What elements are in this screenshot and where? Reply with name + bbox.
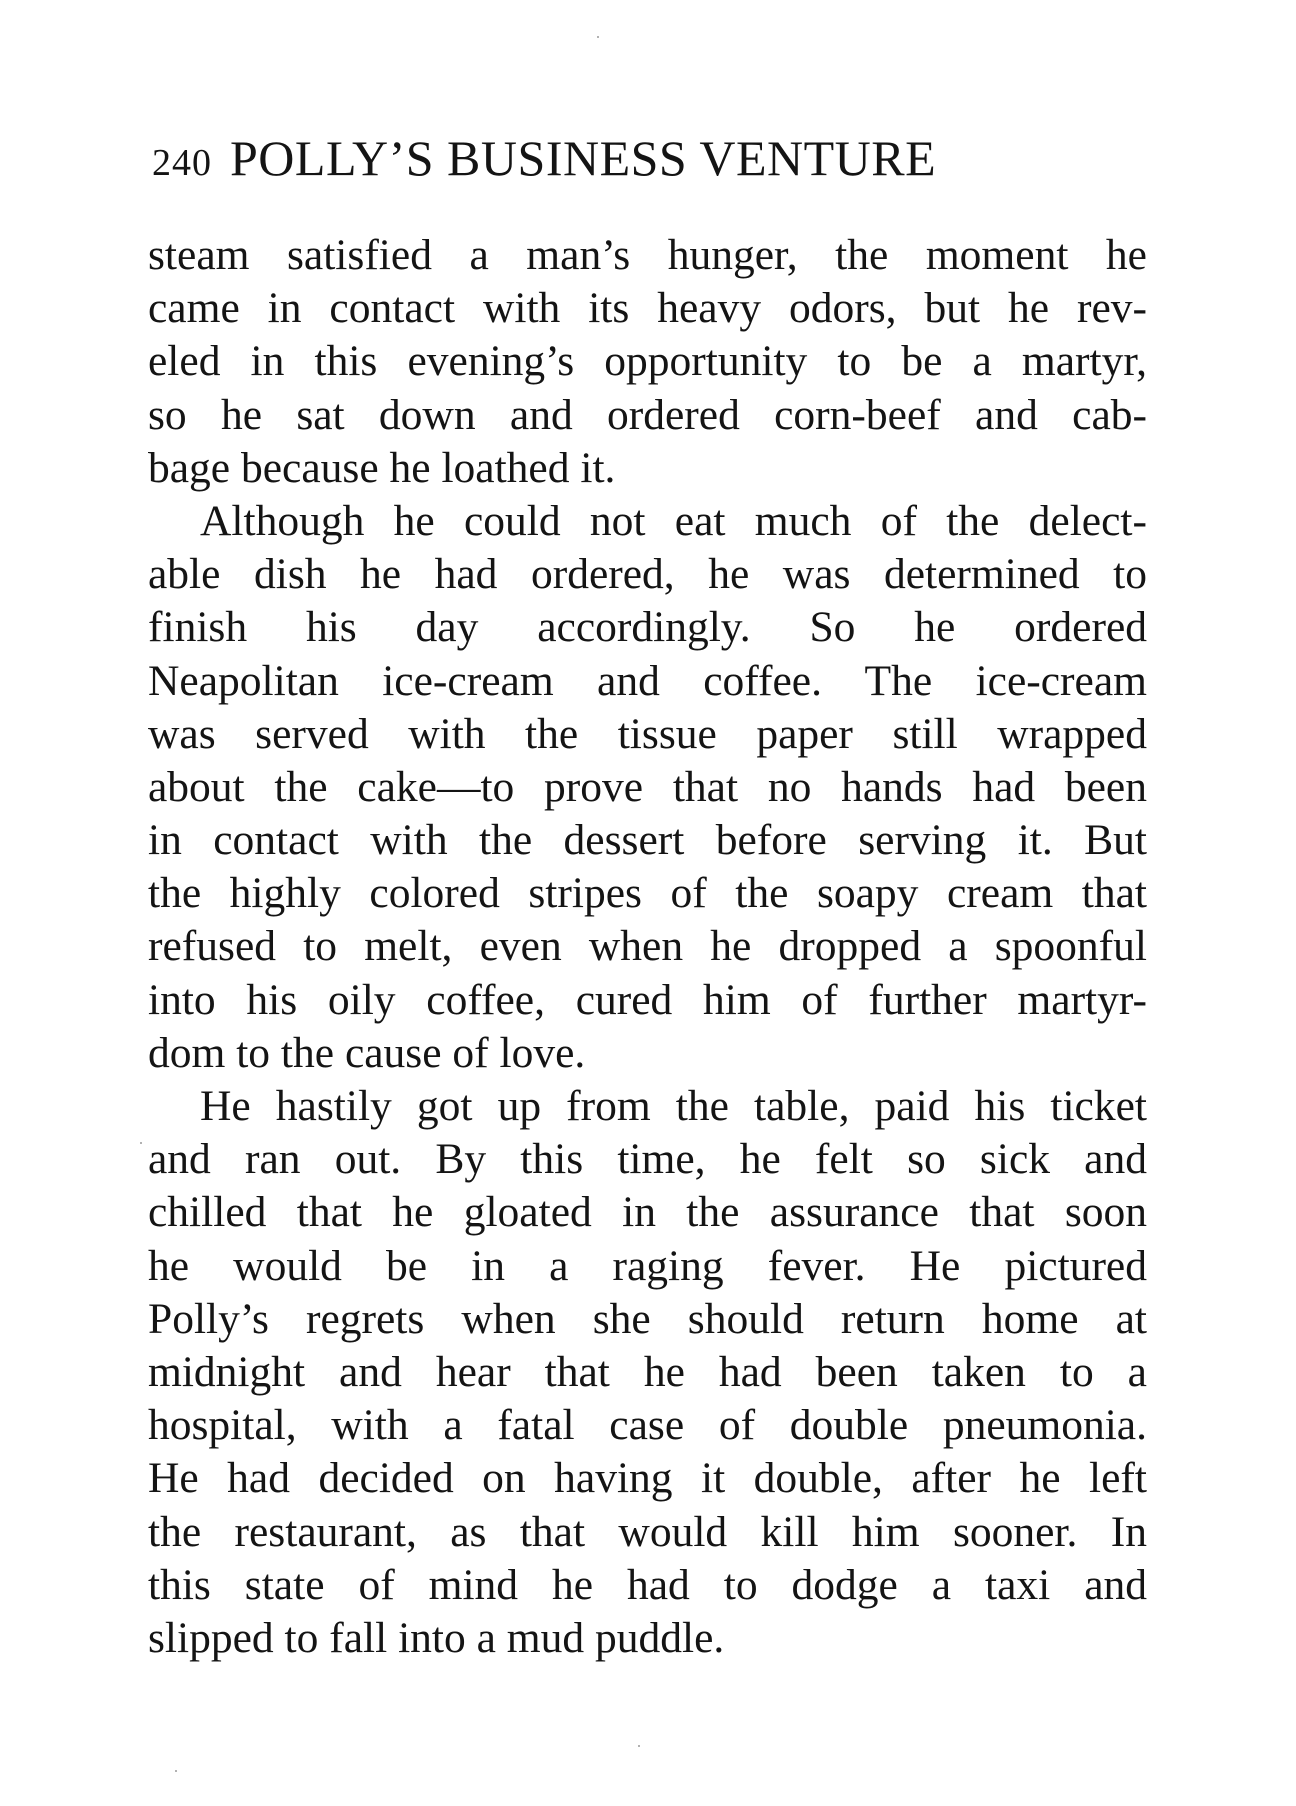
body-text	[148, 229, 1147, 1665]
text-line: bage because he loathed it.	[148, 443, 616, 492]
scan-speck	[140, 1142, 142, 1144]
text-line: Neapolitan ice-cream and coffee. The ice-cream	[148, 656, 1147, 705]
paragraph-1	[148, 229, 1147, 495]
text-line: He had decided on having it double, after he left	[148, 1454, 1147, 1503]
text-line: he would be in a raging fever. He pictured	[148, 1241, 1147, 1290]
text-line: came in contact with its heavy odors, but he rev-	[148, 284, 1147, 333]
text-line: into his oily coffee, cured him of further martyr-	[148, 975, 1147, 1024]
scan-speck	[638, 1745, 640, 1747]
text-line: chilled that he gloated in the assurance that soon	[148, 1188, 1147, 1237]
text-line: midnight and hear that he had been taken to a	[148, 1347, 1147, 1396]
text-line: Polly’s regrets when she should return home at	[148, 1294, 1147, 1343]
text-line: and ran out. By this time, he felt so sick and	[148, 1135, 1147, 1184]
text-line: in contact with the dessert before serving it. But	[148, 816, 1147, 865]
paragraph-3	[148, 1080, 1147, 1665]
scan-speck	[175, 1770, 177, 1772]
text-line: Although he could not eat much of the delect-	[200, 496, 1147, 545]
text-line: finish his day accordingly. So he ordered	[148, 603, 1147, 652]
scan-speck	[597, 36, 599, 38]
text-line: He hastily got up from the table, paid his ticket	[200, 1082, 1147, 1130]
page-number: 240	[152, 142, 212, 184]
text-line: was served with the tissue paper still wrapped	[148, 709, 1147, 758]
text-line: the restaurant, as that would kill him sooner. In	[148, 1507, 1147, 1556]
text-line: refused to melt, even when he dropped a spoonful	[148, 922, 1147, 971]
text-line: this state of mind he had to dodge a taxi and	[148, 1560, 1147, 1609]
text-line: slipped to fall into a mud puddle.	[148, 1613, 725, 1662]
text-line: able dish he had ordered, he was determined to	[148, 550, 1147, 599]
text-line: hospital, with a fatal case of double pneumonia.	[148, 1401, 1147, 1450]
text-line: the highly colored stripes of the soapy cream that	[148, 869, 1147, 918]
text-line: steam satisfied a man’s hunger, the moment he	[148, 231, 1147, 279]
text-line: eled in this evening’s opportunity to be a martyr,	[148, 337, 1147, 386]
running-header	[152, 128, 1052, 193]
running-title: POLLY’S BUSINESS VENTURE	[230, 130, 937, 186]
text-line: about the cake—to prove that no hands had been	[148, 762, 1147, 811]
text-line: so he sat down and ordered corn-beef and cab-	[148, 390, 1147, 439]
text-line: dom to the cause of love.	[148, 1028, 586, 1077]
paragraph-2	[148, 495, 1147, 1080]
